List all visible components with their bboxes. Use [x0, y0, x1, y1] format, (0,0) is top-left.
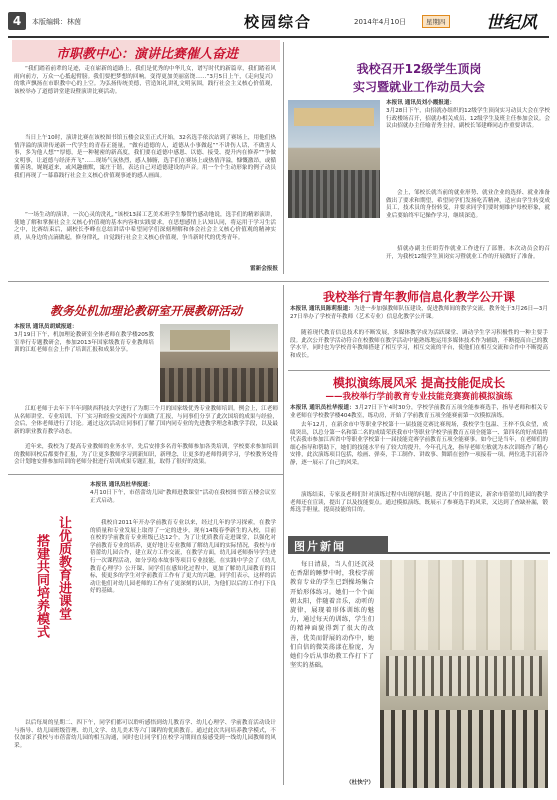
mock-drill-paragraph-1: [290, 405, 548, 420]
kindergarten-vertical-title-1: 让优质教育进课堂: [56, 516, 71, 620]
kindergarten-paragraph-2: 我校自2011年开办学前教育专业以来，经过几年的学习探索，在教学的质量和专业发展上取得了一定的进步，现有14级春季新生的入校，目前在校的学前教育专业班级已达12个，为了让优质教育走进课堂，以强化对学前教育专业的培养，更好地让专业教师了解幼儿园的实际情况，我校与市蓓蕾幼儿园合作，建立双方工作交流，在教学方面，幼儿园老师指导学生进行一次课程活动，如分享绘本故事等项目专业技能，在实践中学会了《幼儿教育心理学》公开课、同学们在感知化过程中，更加了解幼儿园教育的目标，使更多的学生对学前教育工作有了更大的兴趣，同学们表示，这样的活动让他们对幼儿园老师的工作有了更深刻的认识，为他们以后的工作打下良好的基础。: [90, 520, 276, 595]
masthead-rule: [8, 36, 549, 38]
speech-byline: 雷新会报报: [250, 266, 278, 272]
kindergarten-paragraph-3: 以后每周的星期二、四下午，同学们都可以聆听感悟到幼儿教育学、幼儿心理学、学前教育活动设计与指导、幼儿园班级管理、幼儿文学、幼儿美术等六门课程的优质教育。通过此次共同培养教学模式，不仅加深了我校与市蓓蕾幼儿园的相互沟通，同时也让同学们在校学习期间直接感受到一线幼儿园教师的风采。: [14, 720, 276, 749]
column-divider-top: [283, 42, 284, 274]
mock-drill-subtitle: ——我校举行学前教育专业技能竞赛赛前模拟演练: [325, 392, 513, 402]
mock-drill-paragraph-3: 演练结束，专家及老师们针对演练过程中出现的问题，提出了中肯的建议，新余市蓓蕾幼儿园的教学老师还在宣读，提出了以及技能要点。通过模拟演练，既展示了参赛选手的风采，又达到了查缺补漏，锻炼选手胆量，提高技能的目的。: [290, 492, 548, 514]
weekday-badge: 星期四: [422, 15, 450, 28]
info-teaching-title: 我校举行青年教师信息化教学公开课: [322, 290, 515, 304]
paper-name-logo: 世纪风: [486, 13, 537, 33]
internship-meeting-photo: [288, 100, 380, 218]
horizontal-divider-3: [8, 474, 283, 475]
speech-paragraph-3: “一场生动的演讲，一次心灵的洗礼，”该校13届工艺美术班学生黎赞竹感动地说，选手们的精彩演讲，使她了解和掌握社会主义核心价值观的基本内容和实践要求，在思想感情上认知认同，将运用于学习生活之中，比赛结束后，副校长李峰在总结讲话中希望同学们深刻理解和体会社会主义核心价值观的精神实质，从身边的点滴做起，修身律礼，自觉践行社会主义核心价值观，争当新时代的优秀青年。: [14, 212, 276, 241]
page-number: 4: [8, 12, 26, 30]
photo-news-heading: 图片新闻: [294, 540, 346, 553]
research-title: 教务处机加理论教研室开展教研活动: [49, 304, 242, 318]
kindergarten-article: [12, 476, 280, 792]
speech-paragraph-2: 当日上午10时，演讲比赛在该校图书馆五楼会议室正式开始，32名选手依次站到了赛场上，用他们热情洋溢的演讲传递新一代学生的青春正能量，“做有道德的人，道德从小事做起”“不讲伤人话，不做害人事，多为他人想”“厚德，是一种秘密的新高度，我们要在道德中感恩、以德、接受、提升内在修养”“争做文明事，让道德与经济齐飞”……现场气氛热烈，感人肺腑，选手们在赛场上或热情洋溢，慷慨激昂，或循循善诱，娓娓道来，或风趣幽默，寓庄于谐，表达自己对道德建设的声音。用一个个生动形象的例子动员我们再现了一幕幕践行社会主义核心价值观事迹的感人画面。: [14, 135, 276, 179]
internship-paragraph-1: 3月28日下午，由招就办组织的12级学生顶岗实习动员大会在学校行政楼场召开，招就办相关成员、12级学生及班主任参加会议。会议由招就办主任喻青秀主持，副校长邹建峰同志作重要讲话。: [386, 108, 550, 130]
horizontal-divider-1: [8, 281, 549, 282]
horizontal-divider-2: [288, 370, 550, 371]
photo-news-text: 每日清晨，当人们还沉浸在香甜的睡梦中时，我校学前教育专业的学生已到操场集合开始形体练习。她们一个个面朝太阳，伴随着音乐，动听的旋律，展现着形体训练的魅力，通过每天的训练，学生们的精神面貌得到了很大的改善，优美而舒展的动作中，她们自信的微笑荡漾在脸庞，为她们今后从事幼教工作打下了坚实的基础。: [290, 561, 374, 670]
speech-paragraph-1: “我们踏着前辈的足迹，走在崭新的道路上，我们是优秀的中华儿女，谱写时代的新篇章，我们踏着风雨向前方，万众一心抵起臂膀。我们要把梦想的回响。变得更加美丽富饶……”3月5日上午，《走向复兴》的歌声飘扬在市职教中心的上空。为弘扬传统美德，营造知礼讲礼文明氛围，践行社会主义核心价值观，该校举办了道德讲堂建设暨演讲比赛活动。: [14, 66, 276, 95]
editor-label: 本版编辑：林茵: [32, 18, 81, 26]
masthead: [8, 8, 549, 38]
photo-news-byline: （杜快宁）: [346, 780, 374, 786]
speech-article: [12, 40, 280, 278]
mock-drill-reporter: 本报讯 通讯员杜华报道：: [290, 405, 355, 411]
column-divider-middle: [283, 285, 284, 785]
research-meeting-photo: [160, 324, 278, 402]
photo-news-heading-rule: [388, 552, 550, 554]
internship-article: [288, 40, 550, 278]
photo-news: [288, 536, 550, 792]
info-teaching-article: [288, 284, 550, 384]
internship-paragraph-2: 会上，邹校长就当前的就业形势、就业企业的选择、就业准备做出了要求和期望，希望同学们发扬吃苦精神，适应由学生转变成员工，技术员的身份转变，并要求同学们要时刻维护母校形象，就业后要始终牢记操作学习，继续深造。: [386, 190, 550, 219]
section-title: 校园综合: [244, 13, 313, 31]
internship-paragraph-3: 招就办副主任胡劳作就业工作进行了部署。本次动员会的召开，为我校12级学生顶岗实习暨就业工作的开展做好了准备。: [386, 246, 550, 260]
info-teaching-paragraph-1: [290, 306, 548, 321]
research-paragraph-2: 江虹老师于去年下半年到陕西科技大学进行了为期三个月的国家级优秀专业教师培训。例会上，江老师从名师讲堂、专业培训、下厂实习和经验交流四个方面做了汇报，与同事们分享了此次国培的成果与经验，会后，全体老师进行了讨论。通过这次活动让同事们了解了国内同专业的先进教学理念和教学手段，以及最新的职业教育教学动态。: [14, 406, 278, 435]
mock-drill-title: 模拟演练展风采 提高技能促成长: [332, 376, 506, 390]
kindergarten-reporter: 本报讯 通讯员杜华报道：: [90, 482, 154, 488]
research-paragraph-3: 近年来，我校为了提高专业教师的业务水平，先后安排多名青年教师参加各类培训，学校要求参加培训的教师回校后都要作汇报，为了让更多教师学习到新知识，新理念，让更多的老师得到学习，学校教务处将会计划地安排参加培训的老师分批进行培训成果专题汇报，取得了很好的效果。: [14, 444, 278, 466]
research-paragraph-1: 3月19日下午，机加理论教研室全体老师在教学楼205教室举行专题教研会，参加2013年国家级教育专业教师培训的江虹老师在会上作了培训汇报和成果分享。: [14, 332, 154, 354]
kindergarten-vertical-title-2: 搭建共同培养模式: [34, 534, 49, 638]
mock-drill-article: [288, 372, 550, 532]
internship-title-line-2: 实习暨就业工作动员大会: [352, 80, 485, 94]
mock-drill-lead: 3月27日下午4时30分，学校学前教育五项全能参赛选手，指导老师和相关专业老师在学校教学楼404教室，练功房，开始了学前教育五项全能赛前第一次模拟演练。: [290, 405, 548, 419]
internship-title-line-1: 我校召开12级学生顶岗: [356, 62, 482, 76]
speech-title: 市职教中心：演讲比赛催人奋进: [55, 47, 238, 62]
research-reporter: 本报讯 通讯员胡斌报道：: [14, 324, 78, 330]
info-teaching-paragraph-2: 随着现代教育信息技术的不断发展，多媒体教学成为活跃课堂、调动学生学习积极性的一种主要手段。此次公开教学活动符合在校教师在教学活动中能熟练地运用多媒体技术作为辅助，不断提高自己的教学水平，同时也为学校青年教师搭建了相互学习，相互交流的平台，使他们在相互交流和合作中不断提高和成长。: [290, 330, 548, 359]
info-teaching-reporter: 本报讯 通讯员陈莉报道：: [290, 306, 354, 312]
issue-date: 2014年4月10日: [354, 18, 407, 26]
info-teaching-lead: 为进一步加强教师队伍建设，促进教师间的教学交流，教务处于3月26日—3月27日举办了学校青年教师（艺术专业）信息化教学公开课。: [290, 306, 548, 320]
mock-drill-paragraph-2: 去年12月，在新余市中等职业学校第十一届技能竞赛比赛现场，我校学生包温、王梓不负众望，成绩突出，以总分第一名和第二名的成绩荣获我市中等职业学校学前教育五项全能第一、第四名的好成绩将代表我市参加江西省中等职业学校第十一届技能竞赛学前教育五项全能赛事。如今已是当年，在老师们的细心指导和帮助下，她们的技能水平有了较大的提升，今年孔凡龙，指导老师左敏就为本次训练作了精心安排，此次演练项目包括，绘画、弹奏，手工制作、讲故事、舞蹈在创作一项接着一项，两位选手沉着冷静，逐一展示了自己的风采。: [290, 422, 548, 466]
kindergarten-paragraph-1: 4月10日下午，市蓓蕾幼儿园“教师进教课堂”活动在我校图书馆五楼会议室正式启动。: [90, 490, 276, 504]
research-article: [12, 284, 280, 472]
internship-reporter: 本报讯 通讯员刘小霞报道：: [386, 100, 456, 106]
photo-news-exercise-photo: [380, 560, 548, 788]
